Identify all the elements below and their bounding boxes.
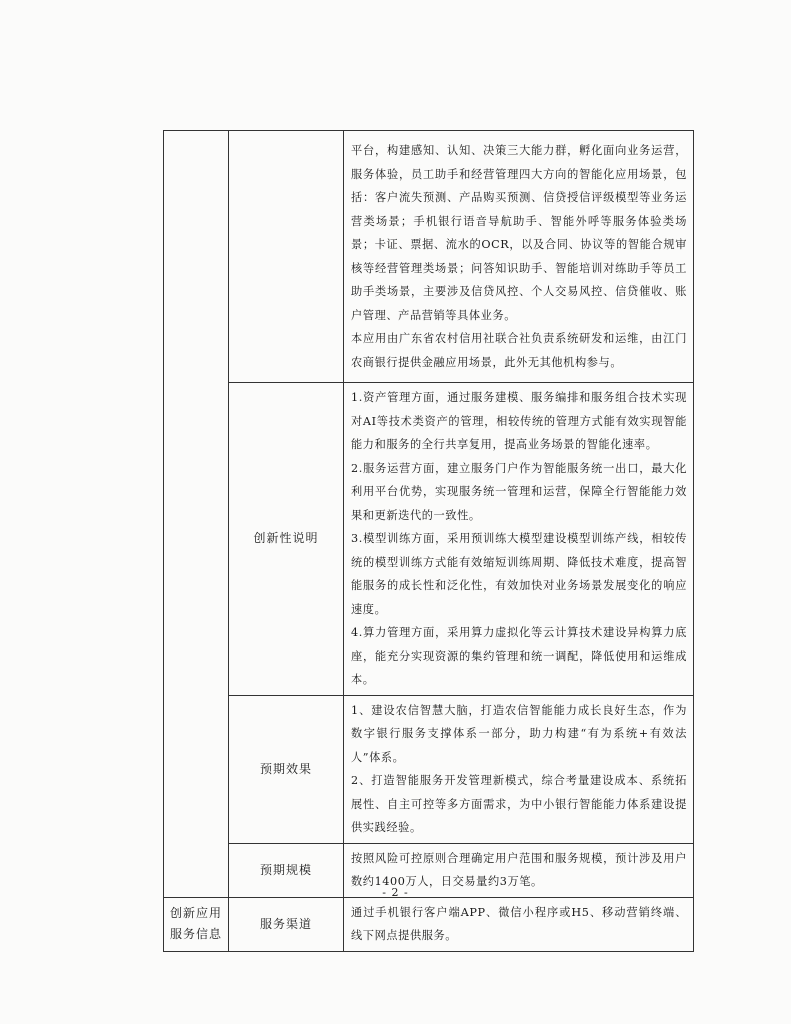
paragraph: 3.模型训练方面，采用预训练大模型建设模型训练产线，相较传统的模型训练方式能有效缩短训练周期、降低技术难度，提高智能服务的成长性和泛化性，有效加快对业务场景发展变化的响应速度。 <box>351 532 687 616</box>
paragraph: 1、建设农信智慧大脑，打造农信智能能力成长良好生态，作为数字银行服务支撑体系一部分，助力构建“有为系统+有效法人”体系。 <box>351 703 687 764</box>
row-label-expected-scale: 预期规模 <box>229 843 344 897</box>
merged-category-cell <box>164 131 229 898</box>
row-content-expected-effect <box>344 695 694 843</box>
row-label-scenario <box>229 131 344 383</box>
page-number: - 2 - <box>382 886 409 899</box>
paragraph: 2、打造智能服务开发管理新模式，综合考量建设成本、系统拓展性、自主可控等多方面需求，为中小银行智能能力体系建设提供实践经验。 <box>351 774 687 834</box>
row-label-innovation: 创新性说明 <box>229 383 344 696</box>
paragraph: 本应用由广东省农村信用社联合社负责系统研发和运维，由江门农商银行提供金融应用场景，此外无其他机构参与。 <box>351 332 687 369</box>
paragraph: 4.算力管理方面，采用算力虚拟化等云计算技术建设异构算力底座，能充分实现资源的集约管理和统一调配，降低使用和运维成本。 <box>351 626 687 686</box>
row-label-service-channel: 服务渠道 <box>229 897 344 951</box>
row-content-service-channel <box>344 897 694 951</box>
paragraph: 通过手机银行客户端APP、微信小程序或H5、移动营销终端、线下网点提供服务。 <box>351 905 687 942</box>
row-label-expected-effect: 预期效果 <box>229 695 344 843</box>
row-content-scenario <box>344 131 694 383</box>
paragraph: 按照风险可控原则合理确定用户范围和服务规模，预计涉及用户数约1400万人，日交易量约3万笔。 <box>351 851 687 888</box>
row-content-innovation <box>344 383 694 696</box>
table-row-service-channel <box>164 897 694 951</box>
paragraph: 2.服务运营方面，建立服务门户作为智能服务统一出口，最大化利用平台优势，实现服务统一管理和运营，保障全行智能能力效果和更新迭代的一致性。 <box>351 461 687 522</box>
paragraph: 平台，构建感知、认知、决策三大能力群，孵化面向业务运营，服务体验，员工助手和经营管理四大方向的智能化应用场景，包括：客户流失预测、产品购买预测、信贷授信评级模型等业务运营类场景；手机银行语音导航助手、智能外呼等服务体验类场景；卡证、票据、流水的OCR，以及合同、协议等的智能合规审核等经营管理类场景；问答知识助手、智能培训对练助手等员工助手类场景，主要涉及信贷风控、个人交易风控、信贷催收、账户管理、产品营销等具体业务。 <box>351 144 687 322</box>
application-info-table <box>163 130 694 952</box>
category-label-line2: 服务信息 <box>169 927 222 941</box>
category-cell-service-info <box>164 897 229 951</box>
table-row-innovation <box>164 383 694 696</box>
paragraph: 1.资产管理方面，通过服务建模、服务编排和服务组合技术实现对AI等技术类资产的管理，相较传统的管理方式能有效实现智能能力和服务的全行共享复用，提高业务场景的智能化速率。 <box>351 391 687 451</box>
category-label-line1: 创新应用 <box>169 906 222 920</box>
table-row-expected-effect <box>164 695 694 843</box>
table-row-scenario <box>164 131 694 383</box>
